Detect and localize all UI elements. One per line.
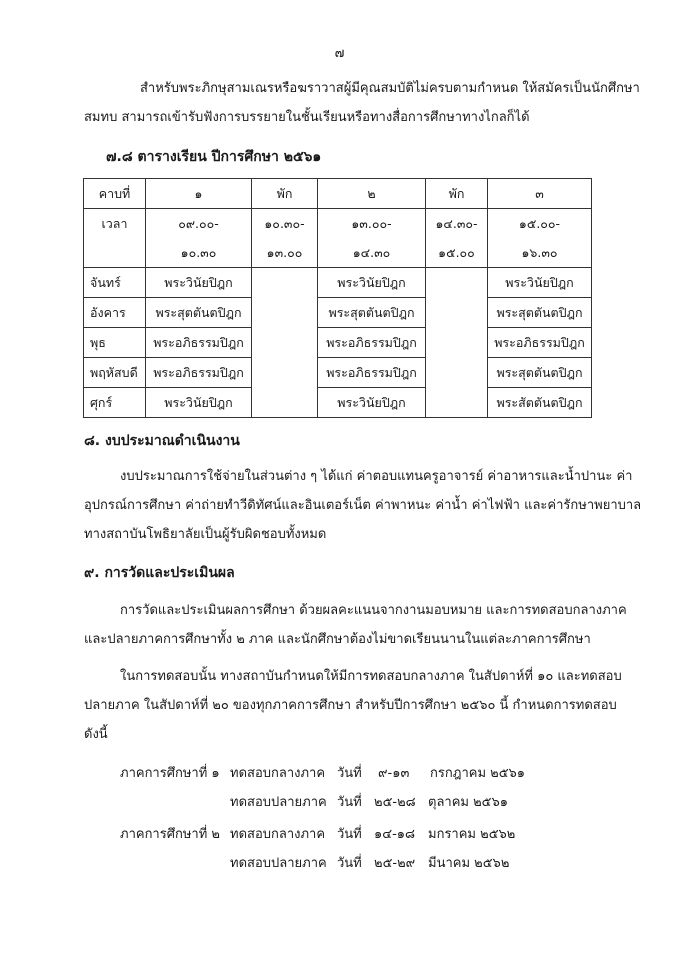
exam-month-year: มีนาคม ๒๕๖๒ [428, 856, 510, 871]
subject-cell: พระสัตตันตปิฎก [488, 388, 592, 418]
subject-cell: พระอภิธรรมปิฎก [488, 328, 592, 358]
subject-cell: พระอภิธรรมปิฎก [146, 358, 252, 388]
time-start: ๑๓.๐๐- [351, 216, 392, 231]
day-cell: พุธ [84, 328, 146, 358]
break-cell [426, 268, 488, 418]
day-cell: พฤหัสบดี [84, 358, 146, 388]
evaluation-paragraph-1 [84, 596, 627, 654]
header-period-label: คาบที่ [84, 179, 146, 209]
time-break-2 [426, 209, 488, 268]
subject-cell: พระวินัยปิฎก [488, 268, 592, 298]
header-break-1: พัก [252, 179, 318, 209]
time-start: ๑๐.๓๐- [264, 216, 305, 231]
budget-line-2: อุปกรณ์การศึกษา ค่าถ่ายทำวีดิทัศน์และอินเตอร์เน็ต ค่าพาหนะ ค่าน้ำ ค่าไฟฟ้า และค่ารักษาพยาบาล [84, 498, 642, 513]
day-cell: จันทร์ [84, 268, 146, 298]
schedule-heading: ๗.๘ ตารางเรียน ปีการศึกษา ๒๕๖๑ [106, 149, 322, 165]
table-row [84, 328, 592, 358]
header-period-2: ๒ [318, 179, 426, 209]
time-label: เวลา [84, 209, 146, 268]
header-period-3: ๓ [488, 179, 592, 209]
exam-days: ๒๕-๒๘ [374, 795, 416, 810]
table-row [84, 298, 592, 328]
subject-cell: พระอภิธรรมปิฎก [318, 358, 426, 388]
time-end: ๑๔.๓๐ [352, 245, 391, 260]
exam-type: ทดสอบกลางภาค [230, 827, 326, 842]
table-row [84, 388, 592, 418]
budget-line-1: งบประมาณการใช้จ่ายในส่วนต่าง ๆ ได้แก่ ค่าตอบแทนครูอาจารย์ ค่าอาหารและน้ำปานะ ค่า [120, 469, 633, 484]
intro-line-2: สมทบ สามารถเข้ารับฟังการบรรยายในชั้นเรียนหรือทางสื่อการศึกษาทางไกลก็ได้ [84, 110, 530, 125]
table-row [84, 268, 592, 298]
evaluation-p1-line-2: และปลายภาคการศึกษาทั้ง ๒ ภาค และนักศึกษาต้องไม่ขาดเรียนนานในแต่ละภาคการศึกษา [84, 632, 591, 647]
exam-term: ภาคการศึกษาที่ ๒ [120, 827, 220, 842]
subject-cell: พระวินัยปิฎก [146, 268, 252, 298]
page-number: ๗ [334, 46, 345, 61]
time-start: ๑๕.๐๐- [518, 216, 561, 231]
time-end: ๑๐.๓๐ [180, 245, 217, 260]
day-cell: ศุกร์ [84, 388, 146, 418]
subject-cell: พระวินัยปิฎก [318, 388, 426, 418]
exam-type: ทดสอบกลางภาค [230, 766, 326, 781]
exam-term: ภาคการศึกษาที่ ๑ [120, 766, 220, 781]
time-period-3 [488, 209, 592, 268]
exam-month-year: กรกฎาคม ๒๕๖๑ [430, 766, 526, 781]
exam-day-word: วันที่ [337, 766, 362, 781]
time-start: ๐๙.๐๐- [178, 216, 219, 231]
time-end: ๑๓.๐๐ [266, 245, 303, 260]
break-cell [252, 268, 318, 418]
budget-line-3: ทางสถาบันโพธิยาลัยเป็นผู้รับผิดชอบทั้งหมด [84, 527, 327, 542]
schedule-table [83, 178, 592, 418]
header-period-1: ๑ [146, 179, 252, 209]
time-start: ๑๔.๓๐- [435, 216, 478, 231]
evaluation-p1-line-1: การวัดและประเมินผลการศึกษา ด้วยผลคะแนนจากงานมอบหมาย และการทดสอบกลางภาค [120, 603, 627, 618]
subject-cell: พระอภิธรรมปิฎก [318, 328, 426, 358]
exam-type: ทดสอบปลายภาค [230, 856, 327, 871]
exam-type: ทดสอบปลายภาค [230, 795, 327, 810]
exam-days: ๙-๑๓ [378, 766, 410, 781]
evaluation-p2-line-3: ดังนี้ [84, 727, 108, 742]
evaluation-heading: ๙. การวัดและประเมินผล [84, 565, 235, 581]
time-end: ๑๖.๓๐ [521, 245, 558, 260]
exam-month-year: มกราคม ๒๕๖๒ [428, 827, 516, 842]
schedule-header-row [84, 179, 592, 209]
exam-days: ๑๔-๑๘ [374, 827, 416, 842]
exam-day-word: วันที่ [337, 827, 362, 842]
time-end: ๑๕.๐๐ [438, 245, 475, 260]
subject-cell: พระสุตตันตปิฎก [146, 298, 252, 328]
evaluation-paragraph-2 [84, 662, 622, 749]
exam-days: ๒๕-๒๙ [374, 856, 416, 871]
intro-paragraph [84, 74, 640, 132]
budget-paragraph [84, 462, 642, 549]
time-period-2 [318, 209, 426, 268]
subject-cell: พระวินัยปิฎก [146, 388, 252, 418]
evaluation-p2-line-2: ปลายภาค ในสัปดาห์ที่ ๒๐ ของทุกภาคการศึกษา สำหรับปีการศึกษา ๒๕๖๐ นี้ กำหนดการทดสอบ [84, 698, 617, 713]
subject-cell: พระสุตตันตปิฎก [488, 298, 592, 328]
subject-cell: พระสุตตันตปิฎก [488, 358, 592, 388]
exam-month-year: ตุลาคม ๒๕๖๑ [428, 795, 509, 810]
header-break-2: พัก [426, 179, 488, 209]
exam-day-word: วันที่ [337, 856, 362, 871]
subject-cell: พระวินัยปิฎก [318, 268, 426, 298]
exam-day-word: วันที่ [337, 795, 362, 810]
schedule-time-row [84, 209, 592, 268]
evaluation-p2-line-1: ในการทดสอบนั้น ทางสถาบันกำหนดให้มีการทดสอบกลางภาค ในสัปดาห์ที่ ๑๐ และทดสอบ [120, 669, 622, 684]
subject-cell: พระสุตตันตปิฎก [318, 298, 426, 328]
time-break-1 [252, 209, 318, 268]
time-period-1 [146, 209, 252, 268]
budget-heading: ๘. งบประมาณดำเนินงาน [84, 433, 240, 449]
subject-cell: พระอภิธรรมปิฎก [146, 328, 252, 358]
day-cell: อังคาร [84, 298, 146, 328]
intro-line-1: สำหรับพระภิกษุสามเณรหรือฆราวาสผู้มีคุณสมบัติไม่ครบตามกำหนด ให้สมัครเป็นนักศึกษา [140, 81, 640, 96]
table-row [84, 358, 592, 388]
